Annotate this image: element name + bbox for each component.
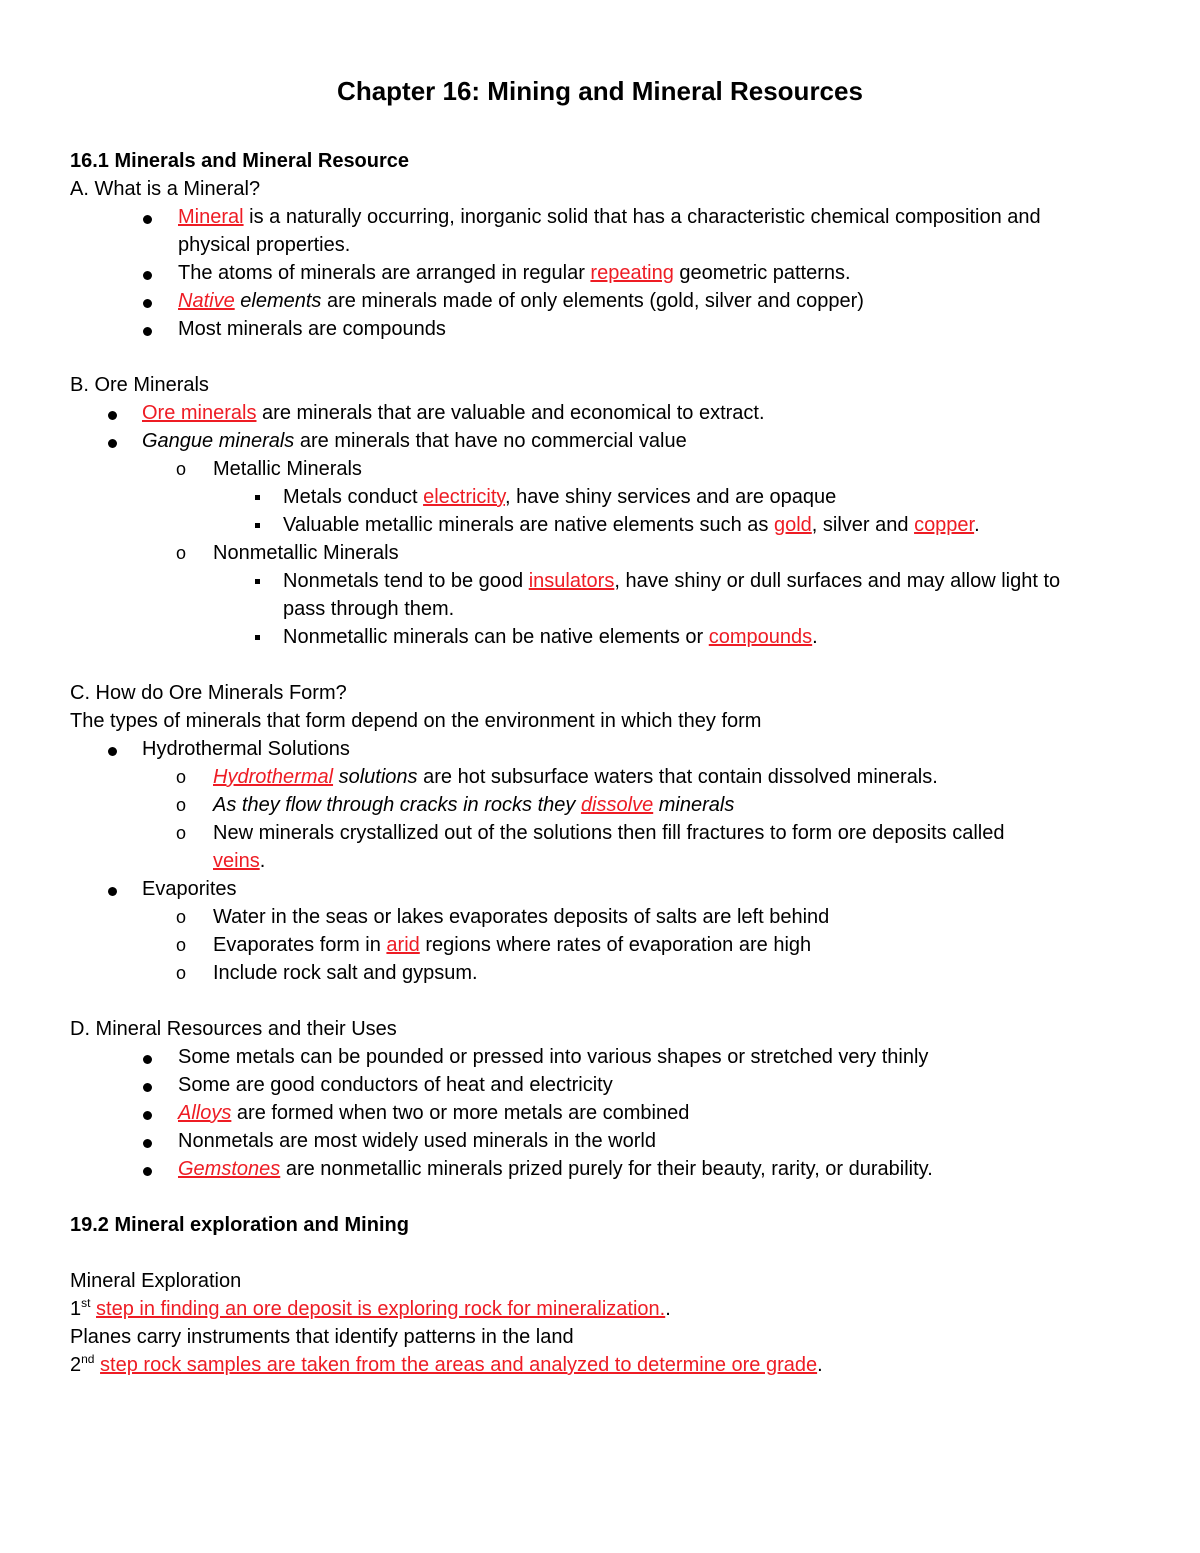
bullet-icon xyxy=(143,1083,152,1092)
list-item: New minerals crystallized out of the solutions then fill fractures to form ore deposits called xyxy=(213,822,1005,844)
subheading-c: C. How do Ore Minerals Form? xyxy=(70,682,347,704)
list-item: Gangue minerals are minerals that have no commercial value xyxy=(142,430,687,452)
list-item: Valuable metallic minerals are native elements such as gold, silver and copper. xyxy=(283,514,980,536)
list-item: Metals conduct electricity, have shiny services and are opaque xyxy=(283,486,837,508)
section-heading-16-1: 16.1 Minerals and Mineral Resource xyxy=(70,150,410,172)
bullet-icon xyxy=(143,327,152,336)
keyword: step rock samples are taken from the areas and analyzed to determine ore grade xyxy=(100,1354,818,1376)
bullet-icon xyxy=(108,439,117,448)
circle-bullet-icon: o xyxy=(176,543,187,563)
keyword: Ore minerals xyxy=(142,402,257,424)
keyword: Alloys xyxy=(178,1102,232,1124)
bullet-icon xyxy=(143,215,152,224)
subheading-d: D. Mineral Resources and their Uses xyxy=(70,1018,397,1040)
square-bullet-icon xyxy=(255,579,260,584)
keyword: dissolve xyxy=(580,794,654,816)
step-1: 1st step in finding an ore deposit is exploring rock for mineralization.. xyxy=(70,1296,671,1320)
bullet-icon xyxy=(108,887,117,896)
section-heading-19-2: 19.2 Mineral exploration and Mining xyxy=(70,1214,409,1236)
keyword: insulators xyxy=(528,570,615,592)
circle-bullet-icon: o xyxy=(176,935,187,955)
list-item: Nonmetallic minerals can be native elements or compounds. xyxy=(283,626,818,648)
list-item-continuation: pass through them. xyxy=(283,598,455,620)
bullet-icon xyxy=(143,271,152,280)
list-item: Native elements are minerals made of only elements (gold, silver and copper) xyxy=(178,290,864,312)
bullet-icon xyxy=(143,1055,152,1064)
circle-bullet-icon: o xyxy=(176,767,187,787)
keyword: copper xyxy=(914,514,975,536)
circle-bullet-icon: o xyxy=(176,459,187,479)
keyword: veins xyxy=(213,850,260,872)
list-item: Include rock salt and gypsum. xyxy=(213,962,478,984)
circle-bullet-icon: o xyxy=(176,823,187,843)
list-item: Alloys are formed when two or more metals are combined xyxy=(178,1102,690,1124)
keyword: compounds xyxy=(708,626,813,648)
list-item: Some are good conductors of heat and electricity xyxy=(178,1074,613,1096)
bullet-icon xyxy=(108,747,117,756)
list-item: Hydrothermal solutions are hot subsurface waters that contain dissolved minerals. xyxy=(213,766,938,788)
list-item: The atoms of minerals are arranged in regular repeating geometric patterns. xyxy=(178,262,851,284)
list-item: Hydrothermal Solutions xyxy=(142,738,350,760)
square-bullet-icon xyxy=(255,635,260,640)
keyword: electricity xyxy=(423,486,505,508)
list-item: Nonmetals are most widely used minerals in the world xyxy=(178,1130,656,1152)
keyword: Hydrothermal xyxy=(213,766,334,788)
keyword: gold xyxy=(773,514,812,536)
circle-bullet-icon: o xyxy=(176,963,187,983)
square-bullet-icon xyxy=(255,495,260,500)
step-2: 2nd step rock samples are taken from the areas and analyzed to determine ore grade. xyxy=(70,1352,823,1376)
list-item: Nonmetals tend to be good insulators, have shiny or dull surfaces and may allow light to xyxy=(283,570,1061,592)
list-item: Evaporates form in arid regions where rates of evaporation are high xyxy=(213,934,812,956)
list-item-continuation: veins. xyxy=(213,850,266,872)
keyword: Native xyxy=(178,290,235,312)
list-item: Mineral is a naturally occurring, inorganic solid that has a characteristic chemical composition and xyxy=(178,206,1041,228)
circle-bullet-icon: o xyxy=(176,907,187,927)
page-title: Chapter 16: Mining and Mineral Resources xyxy=(337,76,863,106)
bullet-icon xyxy=(143,1111,152,1120)
keyword: repeating xyxy=(590,262,674,284)
list-item: Gemstones are nonmetallic minerals prized purely for their beauty, rarity, or durability. xyxy=(178,1158,933,1180)
bullet-icon xyxy=(143,299,152,308)
bullet-icon xyxy=(143,1167,152,1176)
list-item: Nonmetallic Minerals xyxy=(213,542,399,564)
list-item-continuation: physical properties. xyxy=(178,234,351,256)
keyword: step in finding an ore deposit is exploring rock for mineralization. xyxy=(96,1298,666,1320)
paragraph: The types of minerals that form depend on the environment in which they form xyxy=(70,710,762,732)
list-item: Metallic Minerals xyxy=(213,458,362,480)
circle-bullet-icon: o xyxy=(176,795,187,815)
keyword: Gemstones xyxy=(178,1158,281,1180)
list-item: Some metals can be pounded or pressed into various shapes or stretched very thinly xyxy=(178,1046,929,1068)
subheading-b: B. Ore Minerals xyxy=(70,374,209,396)
square-bullet-icon xyxy=(255,523,260,528)
paragraph: Planes carry instruments that identify patterns in the land xyxy=(70,1326,574,1348)
list-item: Ore minerals are minerals that are valuable and economical to extract. xyxy=(142,402,765,424)
bullet-icon xyxy=(108,411,117,420)
keyword: arid xyxy=(386,934,420,956)
list-item: Evaporites xyxy=(142,878,237,900)
bullet-icon xyxy=(143,1139,152,1148)
list-item: Water in the seas or lakes evaporates deposits of salts are left behind xyxy=(213,906,830,928)
keyword: Mineral xyxy=(178,206,244,228)
list-item: Most minerals are compounds xyxy=(178,318,446,340)
list-item: As they flow through cracks in rocks they dissolve minerals xyxy=(213,794,735,816)
subheading-a: A. What is a Mineral? xyxy=(70,178,261,200)
subheading-mineral-exploration: Mineral Exploration xyxy=(70,1270,242,1292)
